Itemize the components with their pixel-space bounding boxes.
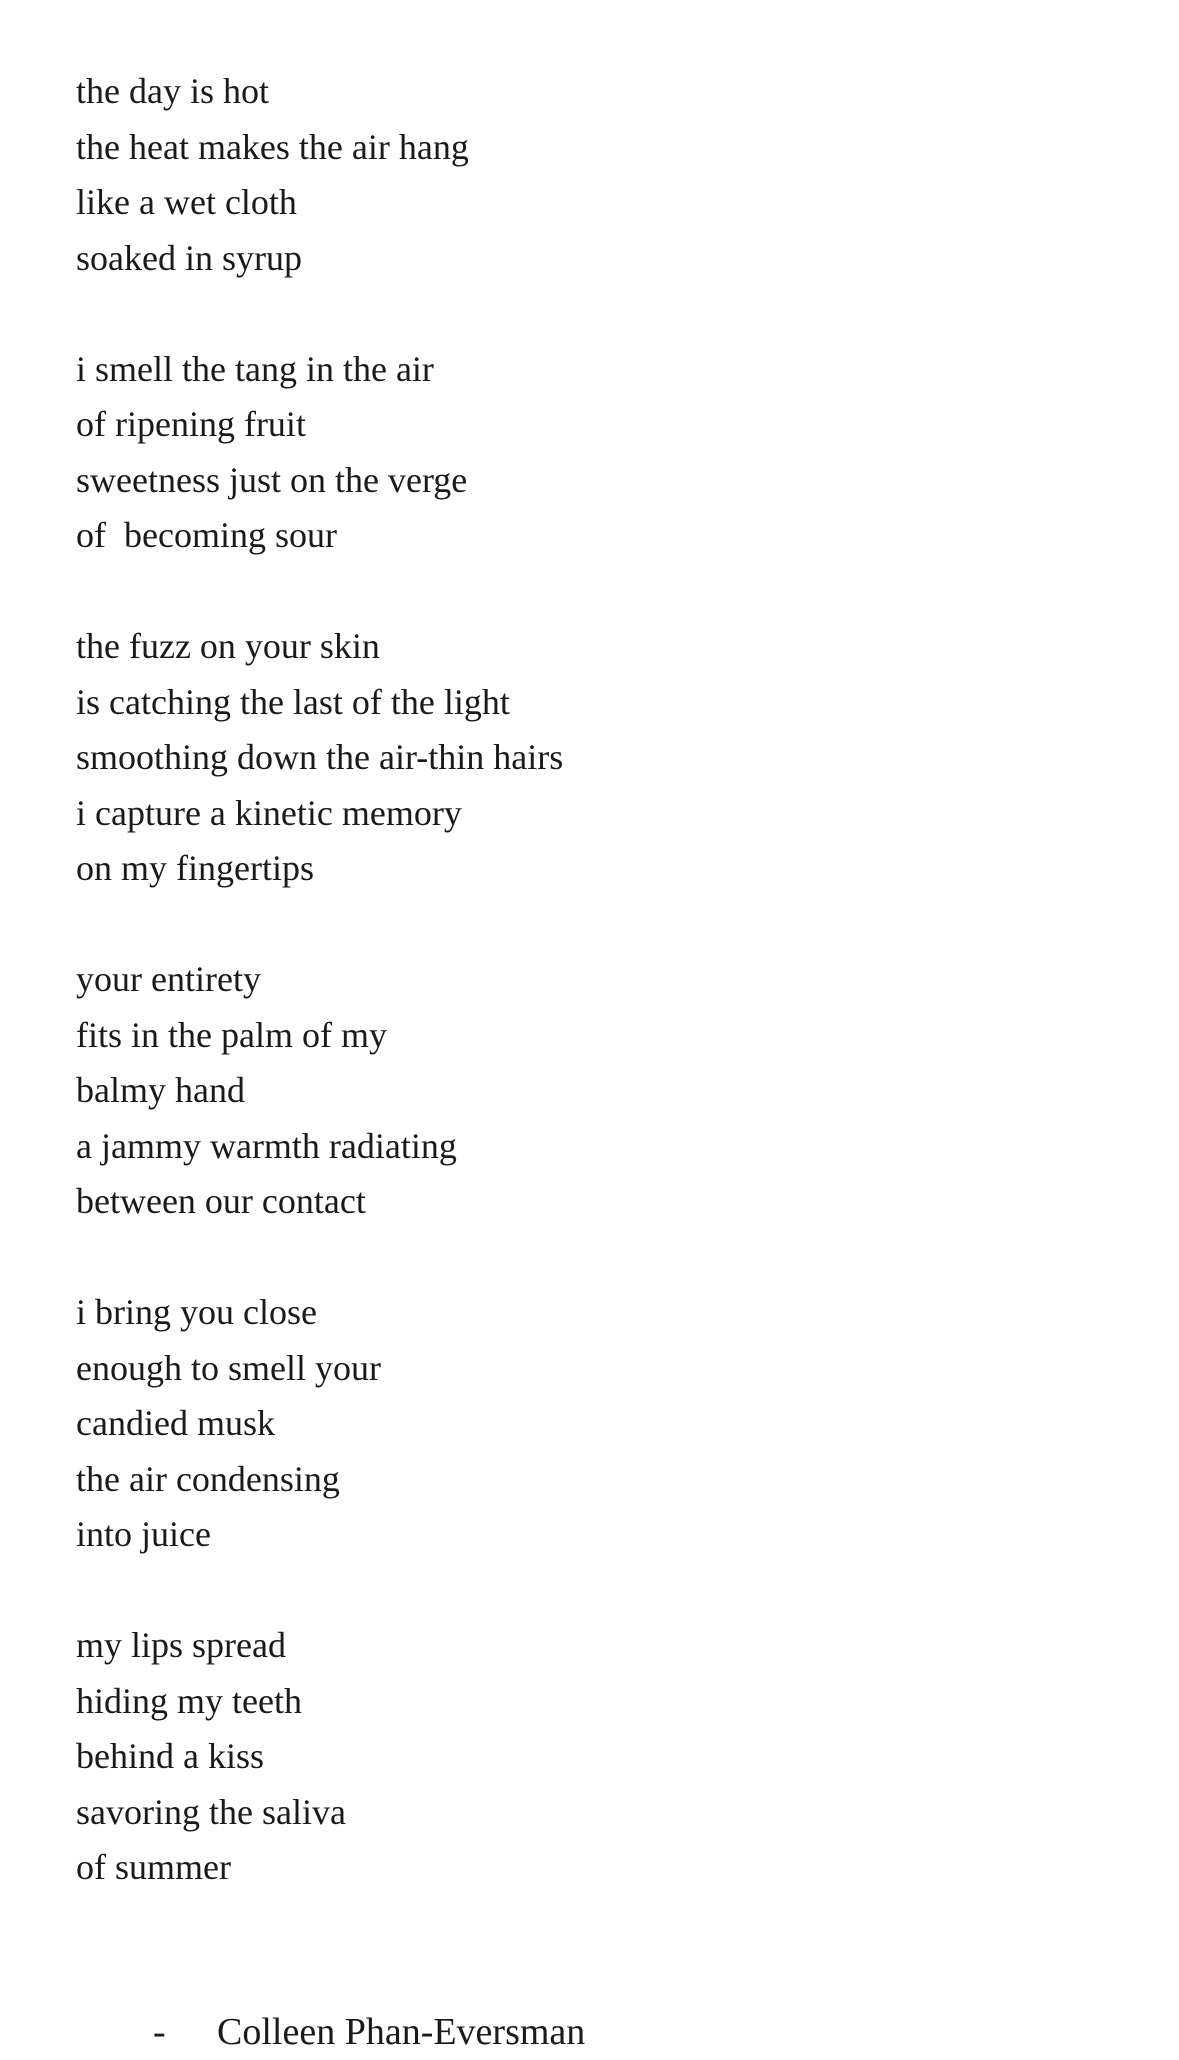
poem-line: my lips spread bbox=[76, 1625, 286, 1665]
poem-line: like a wet cloth bbox=[76, 182, 297, 222]
poem-line: a jammy warmth radiating bbox=[76, 1125, 457, 1166]
poem-line: candied musk bbox=[76, 1403, 275, 1443]
stanza-4 bbox=[76, 952, 1116, 1230]
stanza-1 bbox=[76, 64, 1116, 286]
stanza-5 bbox=[76, 1285, 1116, 1563]
poem-line: on my fingertips bbox=[76, 848, 314, 888]
poem-line: enough to smell your bbox=[76, 1347, 381, 1388]
poem-line: balmy hand bbox=[76, 1070, 245, 1110]
poem-line: the air condensing bbox=[76, 1458, 340, 1499]
poem-line: i bring you close bbox=[76, 1292, 317, 1332]
poem-line: hiding my teeth bbox=[76, 1680, 302, 1721]
stanza-3 bbox=[76, 619, 1116, 897]
stanza-2 bbox=[76, 342, 1116, 564]
poem-line: is catching the last of the light bbox=[76, 681, 510, 722]
poem-line: smoothing down the air-thin hairs bbox=[76, 737, 564, 777]
poem-line: of ripening fruit bbox=[76, 404, 306, 444]
poem-line: savoring the saliva bbox=[76, 1791, 346, 1832]
poem-line: fits in the palm of my bbox=[76, 1014, 387, 1055]
poem-line: sweetness just on the verge bbox=[76, 459, 468, 500]
signature bbox=[134, 1948, 585, 2060]
poem-line: i capture a kinetic memory bbox=[76, 792, 462, 833]
poem-line: the fuzz on your skin bbox=[76, 626, 380, 666]
poem-line: soaked in syrup bbox=[76, 237, 302, 278]
poem-line: behind a kiss bbox=[76, 1736, 264, 1776]
poem-line: your entirety bbox=[76, 959, 261, 999]
author-name: Colleen Phan-Eversman bbox=[217, 2011, 586, 2053]
poem-line: into juice bbox=[76, 1514, 211, 1554]
stanza-6 bbox=[76, 1618, 1116, 1896]
poem-line: the day is hot bbox=[76, 71, 269, 111]
poem-line: between our contact bbox=[76, 1181, 366, 1221]
signature-dash: - bbox=[153, 2011, 166, 2053]
poem-line: of becoming sour bbox=[76, 515, 337, 555]
poem-line: of summer bbox=[76, 1847, 231, 1887]
poem-line: i smell the tang in the air bbox=[76, 348, 434, 389]
poem bbox=[76, 64, 1116, 1951]
poem-line: the heat makes the air hang bbox=[76, 126, 469, 167]
